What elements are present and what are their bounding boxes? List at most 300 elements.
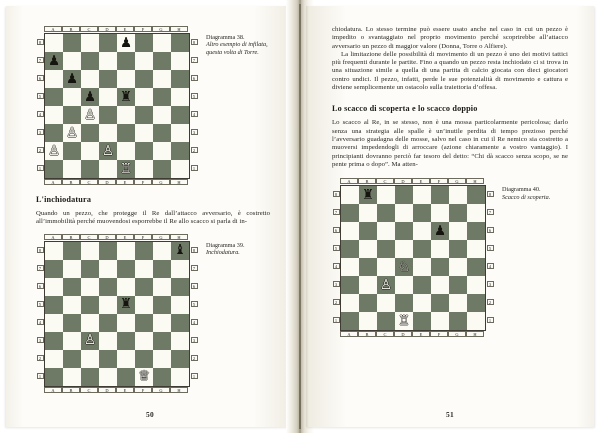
- rank-label-cell: [36, 295, 44, 313]
- file-label-f: F: [430, 331, 448, 337]
- rank-label-cell: [190, 349, 198, 367]
- rank-label-4: 4: [191, 111, 198, 117]
- rank-label-4: 4: [37, 111, 44, 117]
- rank-label-cell: [190, 331, 198, 349]
- white-pawn-c3: ♙: [83, 332, 97, 349]
- square-b2: [63, 350, 81, 368]
- square-h2: [171, 350, 189, 368]
- white-rook-e1: ♖: [119, 160, 133, 177]
- rank-label-1: 1: [37, 373, 44, 379]
- square-e3: [117, 124, 135, 142]
- rank-label-cell: [36, 313, 44, 331]
- square-b4: [359, 258, 377, 276]
- square-c8: [81, 34, 99, 52]
- file-label-d: D: [98, 26, 116, 32]
- square-h1: [467, 312, 485, 330]
- square-h3: [171, 124, 189, 142]
- rank-label-5: 5: [37, 93, 44, 99]
- square-b7: [63, 52, 81, 70]
- square-b1: [359, 312, 377, 330]
- left-page-content: [36, 26, 270, 411]
- square-c6: [81, 70, 99, 88]
- file-label-b: B: [62, 26, 80, 32]
- rank-label-4: 4: [333, 263, 340, 269]
- square-a7: [341, 204, 359, 222]
- rank-label-cell: [190, 367, 198, 385]
- file-label-d: D: [98, 387, 116, 393]
- square-a7: [45, 52, 63, 70]
- rank-label-cell: [190, 33, 198, 51]
- file-label-b: B: [62, 179, 80, 185]
- square-g3: [449, 276, 467, 294]
- diagram-40-caption-subtitle: Scacco di scoperta.: [502, 193, 551, 201]
- square-g6: [153, 70, 171, 88]
- square-c7: [81, 260, 99, 278]
- square-h6: [171, 278, 189, 296]
- file-label-c: C: [80, 234, 98, 240]
- rank-label-cell: [36, 33, 44, 51]
- square-d4: [395, 258, 413, 276]
- square-c3: [377, 276, 395, 294]
- white-pawn-d2: ♙: [101, 142, 115, 159]
- square-a2: [45, 350, 63, 368]
- square-e1: [117, 368, 135, 386]
- square-d4: [99, 106, 117, 124]
- white-rook-d1: ♖: [397, 312, 411, 329]
- rank-label-7: 7: [37, 57, 44, 63]
- white-pawn-a2: ♙: [47, 142, 61, 159]
- file-label-h: H: [466, 178, 484, 184]
- rank-label-3: 3: [191, 337, 198, 343]
- rank-labels-left: [36, 241, 44, 385]
- white-pawn-b3: ♙: [65, 124, 79, 141]
- rank-label-4: 4: [37, 319, 44, 325]
- rank-label-cell: [332, 293, 340, 311]
- file-label-e: E: [116, 179, 134, 185]
- square-f6: [431, 222, 449, 240]
- diagram-38-block: [36, 26, 270, 186]
- square-b3: [63, 124, 81, 142]
- rank-label-cell: [486, 203, 494, 221]
- square-b5: [63, 88, 81, 106]
- square-d2: [99, 142, 117, 160]
- square-g2: [153, 350, 171, 368]
- diagram-39-caption-title: Diagramma 39.: [206, 241, 245, 249]
- square-h5: [171, 296, 189, 314]
- square-h1: [171, 160, 189, 178]
- rank-label-cell: [486, 185, 494, 203]
- square-f3: [135, 332, 153, 350]
- square-g1: [449, 312, 467, 330]
- white-knight-d4: ♘: [397, 258, 411, 275]
- rank-label-6: 6: [191, 283, 198, 289]
- rank-label-cell: [190, 87, 198, 105]
- rank-label-cell: [332, 185, 340, 203]
- square-g3: [153, 124, 171, 142]
- rank-labels-right: [190, 33, 198, 177]
- square-f4: [431, 258, 449, 276]
- square-a5: [45, 88, 63, 106]
- rank-label-cell: [332, 239, 340, 257]
- square-h4: [171, 106, 189, 124]
- paragraph-text: La limitazione delle possibilità di movimento di un pezzo è uno dei motivi tattici più frequenti durante le partite. Fino a quando un pezzo resta inchiodato ci si trova in una situazione simile a quella di una partita di calcio giocata con dieci giocatori contro undici. Il pezzo, infatti, perde le sue potenzialità di movimento e cattura e diviene semplicemente un ostacolo sulla traiettoria d’offesa.: [332, 50, 568, 92]
- square-a4: [341, 258, 359, 276]
- square-g7: [153, 52, 171, 70]
- square-f8: [431, 186, 449, 204]
- square-b6: [359, 222, 377, 240]
- rank-label-cell: [36, 141, 44, 159]
- file-label-g: G: [448, 331, 466, 337]
- square-f2: [135, 350, 153, 368]
- rank-label-1: 1: [333, 317, 340, 323]
- left-page-paragraph: [36, 210, 270, 227]
- rank-label-1: 1: [191, 373, 198, 379]
- square-g4: [153, 106, 171, 124]
- square-g5: [449, 240, 467, 258]
- file-label-f: F: [134, 26, 152, 32]
- square-d2: [99, 350, 117, 368]
- file-label-h: H: [466, 331, 484, 337]
- square-c8: [81, 242, 99, 260]
- square-a8: [45, 34, 63, 52]
- square-f2: [135, 142, 153, 160]
- square-h4: [467, 258, 485, 276]
- rank-label-8: 8: [487, 191, 494, 197]
- square-a4: [45, 314, 63, 332]
- square-f2: [431, 294, 449, 312]
- square-f6: [135, 70, 153, 88]
- square-d7: [395, 204, 413, 222]
- rank-label-cell: [36, 51, 44, 69]
- board-with-ranks: [36, 33, 198, 179]
- square-e7: [117, 260, 135, 278]
- heading-inchiodatura: L'inchiodatura: [36, 195, 92, 204]
- square-d4: [99, 314, 117, 332]
- black-rook-b8: ♜: [361, 186, 375, 203]
- rank-label-cell: [190, 123, 198, 141]
- file-label-e: E: [116, 387, 134, 393]
- chessboard-diagram-38: [36, 26, 198, 186]
- right-page-content: [332, 26, 568, 411]
- square-b2: [63, 142, 81, 160]
- rank-label-cell: [486, 275, 494, 293]
- rank-label-1: 1: [37, 165, 44, 171]
- square-f7: [135, 260, 153, 278]
- rank-label-6: 6: [487, 227, 494, 233]
- rank-label-3: 3: [487, 281, 494, 287]
- rank-label-cell: [190, 259, 198, 277]
- square-h6: [171, 70, 189, 88]
- square-b2: [359, 294, 377, 312]
- square-d6: [99, 70, 117, 88]
- square-d6: [99, 278, 117, 296]
- square-e4: [117, 314, 135, 332]
- rank-label-4: 4: [487, 263, 494, 269]
- file-labels-top: [44, 234, 198, 241]
- rank-label-cell: [486, 257, 494, 275]
- diagram-39-caption: [198, 234, 270, 257]
- file-label-f: F: [134, 179, 152, 185]
- square-e4: [413, 258, 431, 276]
- square-f7: [431, 204, 449, 222]
- square-f1: [431, 312, 449, 330]
- square-f1: [135, 368, 153, 386]
- square-a3: [341, 276, 359, 294]
- square-h6: [467, 222, 485, 240]
- square-f5: [431, 240, 449, 258]
- rank-label-2: 2: [191, 147, 198, 153]
- square-d6: [395, 222, 413, 240]
- square-a5: [341, 240, 359, 258]
- square-g6: [449, 222, 467, 240]
- square-h5: [467, 240, 485, 258]
- file-label-f: F: [430, 178, 448, 184]
- rank-label-2: 2: [487, 299, 494, 305]
- square-e1: [413, 312, 431, 330]
- square-g8: [153, 242, 171, 260]
- square-f7: [135, 52, 153, 70]
- page-number-left: 50: [146, 410, 154, 419]
- rank-label-5: 5: [191, 301, 198, 307]
- file-label-d: D: [98, 234, 116, 240]
- board-squares: [340, 185, 486, 331]
- rank-labels-right: [486, 185, 494, 329]
- square-g6: [153, 278, 171, 296]
- square-d5: [99, 296, 117, 314]
- page-number-right: 51: [446, 410, 454, 419]
- rank-label-8: 8: [191, 247, 198, 253]
- square-b8: [63, 242, 81, 260]
- rank-label-cell: [190, 277, 198, 295]
- diagram-39-caption-subtitle: Inchiodatura.: [206, 249, 240, 256]
- square-b4: [63, 106, 81, 124]
- square-c4: [81, 314, 99, 332]
- rank-label-1: 1: [191, 165, 198, 171]
- file-label-a: A: [44, 234, 62, 240]
- file-label-a: A: [44, 387, 62, 393]
- square-e3: [117, 332, 135, 350]
- black-pawn-a7: ♟: [47, 52, 61, 69]
- square-b5: [63, 296, 81, 314]
- rank-label-8: 8: [333, 191, 340, 197]
- rank-label-cell: [36, 349, 44, 367]
- square-c2: [81, 350, 99, 368]
- square-e7: [413, 204, 431, 222]
- rank-labels-left: [332, 185, 340, 329]
- white-queen-f1: ♕: [137, 368, 151, 385]
- square-f4: [135, 314, 153, 332]
- square-g8: [153, 34, 171, 52]
- square-e3: [413, 276, 431, 294]
- square-h2: [467, 294, 485, 312]
- file-label-g: G: [152, 179, 170, 185]
- board-squares: [44, 33, 190, 179]
- diagram-40-caption: [494, 178, 568, 201]
- square-a1: [45, 160, 63, 178]
- square-e4: [117, 106, 135, 124]
- square-e6: [117, 278, 135, 296]
- square-e6: [413, 222, 431, 240]
- right-page: [306, 6, 594, 427]
- square-g2: [153, 142, 171, 160]
- file-label-g: G: [152, 387, 170, 393]
- rank-label-8: 8: [37, 247, 44, 253]
- square-e5: [413, 240, 431, 258]
- rank-label-cell: [190, 159, 198, 177]
- rank-label-6: 6: [37, 75, 44, 81]
- rank-label-7: 7: [191, 265, 198, 271]
- paragraph-text: Quando un pezzo, che protegge il Re dall’attacco avversario, è costretto all’immobilità perché muovendosi esporrebbe il Re allo scacco si parla di in-: [36, 210, 270, 226]
- file-label-h: H: [170, 387, 188, 393]
- rank-labels-left: [36, 33, 44, 177]
- rank-label-2: 2: [333, 299, 340, 305]
- rank-label-cell: [36, 69, 44, 87]
- file-label-b: B: [62, 234, 80, 240]
- square-b6: [63, 70, 81, 88]
- square-b3: [359, 276, 377, 294]
- file-label-b: B: [62, 387, 80, 393]
- rank-label-cell: [36, 123, 44, 141]
- square-h2: [171, 142, 189, 160]
- square-d1: [99, 368, 117, 386]
- rank-label-cell: [486, 311, 494, 329]
- square-f3: [431, 276, 449, 294]
- rank-label-cell: [190, 51, 198, 69]
- square-d3: [99, 332, 117, 350]
- board-with-ranks: [36, 241, 198, 387]
- file-label-d: D: [394, 178, 412, 184]
- rank-label-cell: [332, 311, 340, 329]
- square-e1: [117, 160, 135, 178]
- square-f4: [135, 106, 153, 124]
- rank-label-cell: [486, 221, 494, 239]
- square-d8: [99, 242, 117, 260]
- square-a6: [45, 278, 63, 296]
- square-c7: [377, 204, 395, 222]
- white-pawn-c3: ♙: [379, 276, 393, 293]
- square-c8: [377, 186, 395, 204]
- square-h7: [171, 260, 189, 278]
- square-h7: [171, 52, 189, 70]
- rank-label-5: 5: [487, 245, 494, 251]
- square-a8: [45, 242, 63, 260]
- square-a2: [45, 142, 63, 160]
- right-page-paragraph-1: [332, 26, 568, 92]
- square-d8: [99, 34, 117, 52]
- rank-label-cell: [332, 275, 340, 293]
- square-f5: [135, 296, 153, 314]
- file-label-b: B: [358, 331, 376, 337]
- diagram-38-caption: [198, 26, 270, 56]
- square-e8: [413, 186, 431, 204]
- square-c1: [377, 312, 395, 330]
- chessboard-diagram-40: [332, 178, 494, 338]
- square-g8: [449, 186, 467, 204]
- file-label-e: E: [412, 331, 430, 337]
- rank-label-7: 7: [487, 209, 494, 215]
- square-c1: [81, 160, 99, 178]
- square-a6: [45, 70, 63, 88]
- rank-labels-right: [190, 241, 198, 385]
- rank-label-4: 4: [191, 319, 198, 325]
- square-b5: [359, 240, 377, 258]
- board-with-ranks: [332, 185, 494, 331]
- chessboard-diagram-39: [36, 234, 198, 394]
- square-e8: [117, 242, 135, 260]
- square-c2: [81, 142, 99, 160]
- square-a7: [45, 260, 63, 278]
- rank-label-2: 2: [37, 147, 44, 153]
- square-g7: [153, 260, 171, 278]
- square-g4: [449, 258, 467, 276]
- square-d8: [395, 186, 413, 204]
- square-c4: [377, 258, 395, 276]
- rank-label-cell: [36, 259, 44, 277]
- square-a3: [45, 124, 63, 142]
- heading-scacco-di-scoperta: Lo scacco di scoperta e lo scacco doppio: [332, 104, 478, 114]
- square-b4: [63, 314, 81, 332]
- file-labels-bottom: [44, 179, 198, 186]
- square-g5: [153, 296, 171, 314]
- black-pawn-e8: ♟: [119, 34, 133, 51]
- square-c6: [377, 222, 395, 240]
- square-e2: [117, 350, 135, 368]
- rank-label-cell: [332, 203, 340, 221]
- square-f5: [135, 88, 153, 106]
- square-f6: [135, 278, 153, 296]
- square-c4: [81, 106, 99, 124]
- square-h8: [467, 186, 485, 204]
- file-labels-bottom: [340, 331, 494, 338]
- rank-label-8: 8: [191, 39, 198, 45]
- board-squares: [44, 241, 190, 387]
- rank-label-cell: [36, 105, 44, 123]
- file-label-c: C: [80, 179, 98, 185]
- rank-label-5: 5: [333, 245, 340, 251]
- square-a3: [45, 332, 63, 350]
- black-rook-e5: ♜: [119, 296, 133, 313]
- square-d3: [99, 124, 117, 142]
- white-pawn-c4: ♙: [83, 106, 97, 123]
- rank-label-3: 3: [37, 129, 44, 135]
- square-c6: [81, 278, 99, 296]
- rank-label-cell: [190, 105, 198, 123]
- square-a8: [341, 186, 359, 204]
- rank-label-cell: [486, 293, 494, 311]
- square-e5: [117, 296, 135, 314]
- file-label-e: E: [116, 234, 134, 240]
- rank-label-7: 7: [191, 57, 198, 63]
- rank-label-cell: [36, 159, 44, 177]
- square-b8: [359, 186, 377, 204]
- black-pawn-c5: ♟: [83, 88, 97, 105]
- file-label-g: G: [152, 26, 170, 32]
- diagram-40-caption-title: Diagramma 40.: [502, 186, 541, 194]
- square-f8: [135, 242, 153, 260]
- square-g7: [449, 204, 467, 222]
- black-pawn-b6: ♟: [65, 70, 79, 87]
- square-f1: [135, 160, 153, 178]
- file-label-g: G: [448, 178, 466, 184]
- square-d7: [99, 52, 117, 70]
- black-bishop-h8: ♝: [173, 242, 187, 259]
- square-h3: [171, 332, 189, 350]
- black-rook-e5: ♜: [119, 88, 133, 105]
- rank-label-cell: [190, 141, 198, 159]
- rank-label-6: 6: [37, 283, 44, 289]
- file-labels-bottom: [44, 387, 198, 394]
- square-d5: [395, 240, 413, 258]
